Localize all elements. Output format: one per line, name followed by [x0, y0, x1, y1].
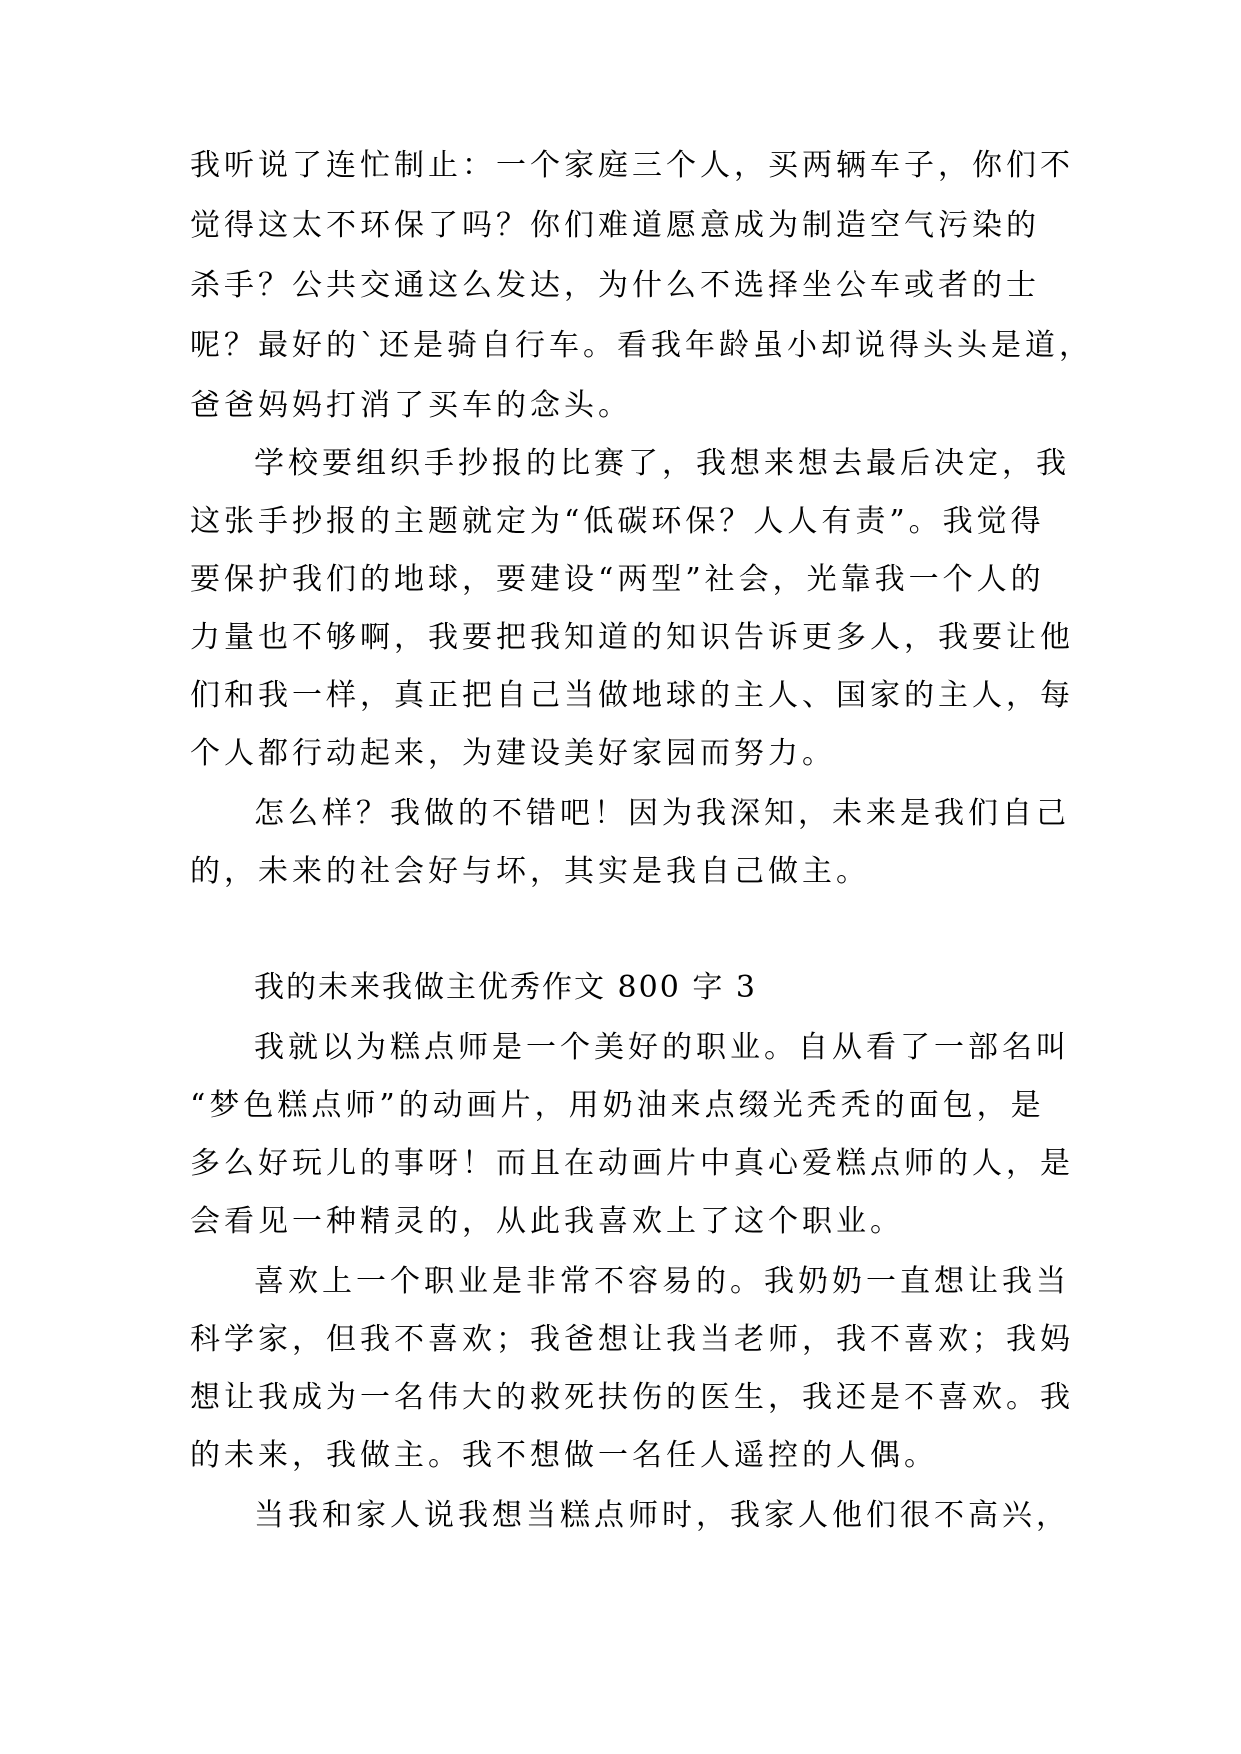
section-paragraph-2-line-4: 的未来，我做主。我不想做一名任人遥控的人偶。 [190, 1438, 938, 1473]
paragraph-2-line-4: 力量也不够啊，我要把我知道的知识告诉更多人，我要让他 [190, 620, 1074, 655]
paragraph-2-line-6: 个人都行动起来，为建设美好家园而努力。 [190, 736, 836, 771]
section-paragraph-1-line-1: 我就以为糕点师是一个美好的职业。自从看了一部名叫 [254, 1030, 1070, 1065]
paragraph-2-line-1: 学校要组织手抄报的比赛了，我想来想去最后决定，我 [254, 446, 1070, 481]
paragraph-3-line-1: 怎么样？我做的不错吧！因为我深知，未来是我们自己 [254, 796, 1070, 831]
paragraph-1-line-5: 爸爸妈妈打消了买车的念头。 [190, 388, 632, 423]
paragraph-3-line-2: 的，未来的社会好与坏，其实是我自己做主。 [190, 854, 870, 889]
section-title: 我的未来我做主优秀作文 800 字 3 [254, 970, 757, 1005]
paragraph-2-line-5: 们和我一样，真正把自己当做地球的主人、国家的主人，每 [190, 678, 1074, 713]
section-paragraph-1-line-4: 会看见一种精灵的，从此我喜欢上了这个职业。 [190, 1204, 904, 1239]
paragraph-2-line-3: 要保护我们的地球，要建设“两型”社会，光靠我一个人的 [190, 562, 1045, 597]
section-paragraph-1-line-3: 多么好玩儿的事呀！而且在动画片中真心爱糕点师的人，是 [190, 1146, 1074, 1181]
section-paragraph-2-line-1: 喜欢上一个职业是非常不容易的。我奶奶一直想让我当 [254, 1264, 1070, 1299]
paragraph-1-line-1: 我听说了连忙制止：一个家庭三个人，买两辆车子，你们不 [190, 148, 1074, 183]
paragraph-1-line-2: 觉得这太不环保了吗？你们难道愿意成为制造空气污染的 [190, 208, 1040, 243]
section-paragraph-2-line-2: 科学家，但我不喜欢；我爸想让我当老师，我不喜欢；我妈 [190, 1322, 1074, 1357]
paragraph-2-line-2: 这张手抄报的主题就定为“低碳环保？人人有责”。我觉得 [190, 504, 1045, 539]
paragraph-1-line-4: 呢？最好的`还是骑自行车。看我年龄虽小却说得头头是道， [190, 328, 1093, 363]
section-paragraph-1-line-2: “梦色糕点师”的动画片，用奶油来点缀光秃秃的面包，是 [190, 1088, 1045, 1123]
section-paragraph-3-line-1: 当我和家人说我想当糕点师时，我家人他们很不高兴， [254, 1498, 1070, 1533]
section-paragraph-2-line-3: 想让我成为一名伟大的救死扶伤的医生，我还是不喜欢。我 [190, 1380, 1074, 1415]
paragraph-1-line-3: 杀手？公共交通这么发达，为什么不选择坐公车或者的士 [190, 268, 1040, 303]
